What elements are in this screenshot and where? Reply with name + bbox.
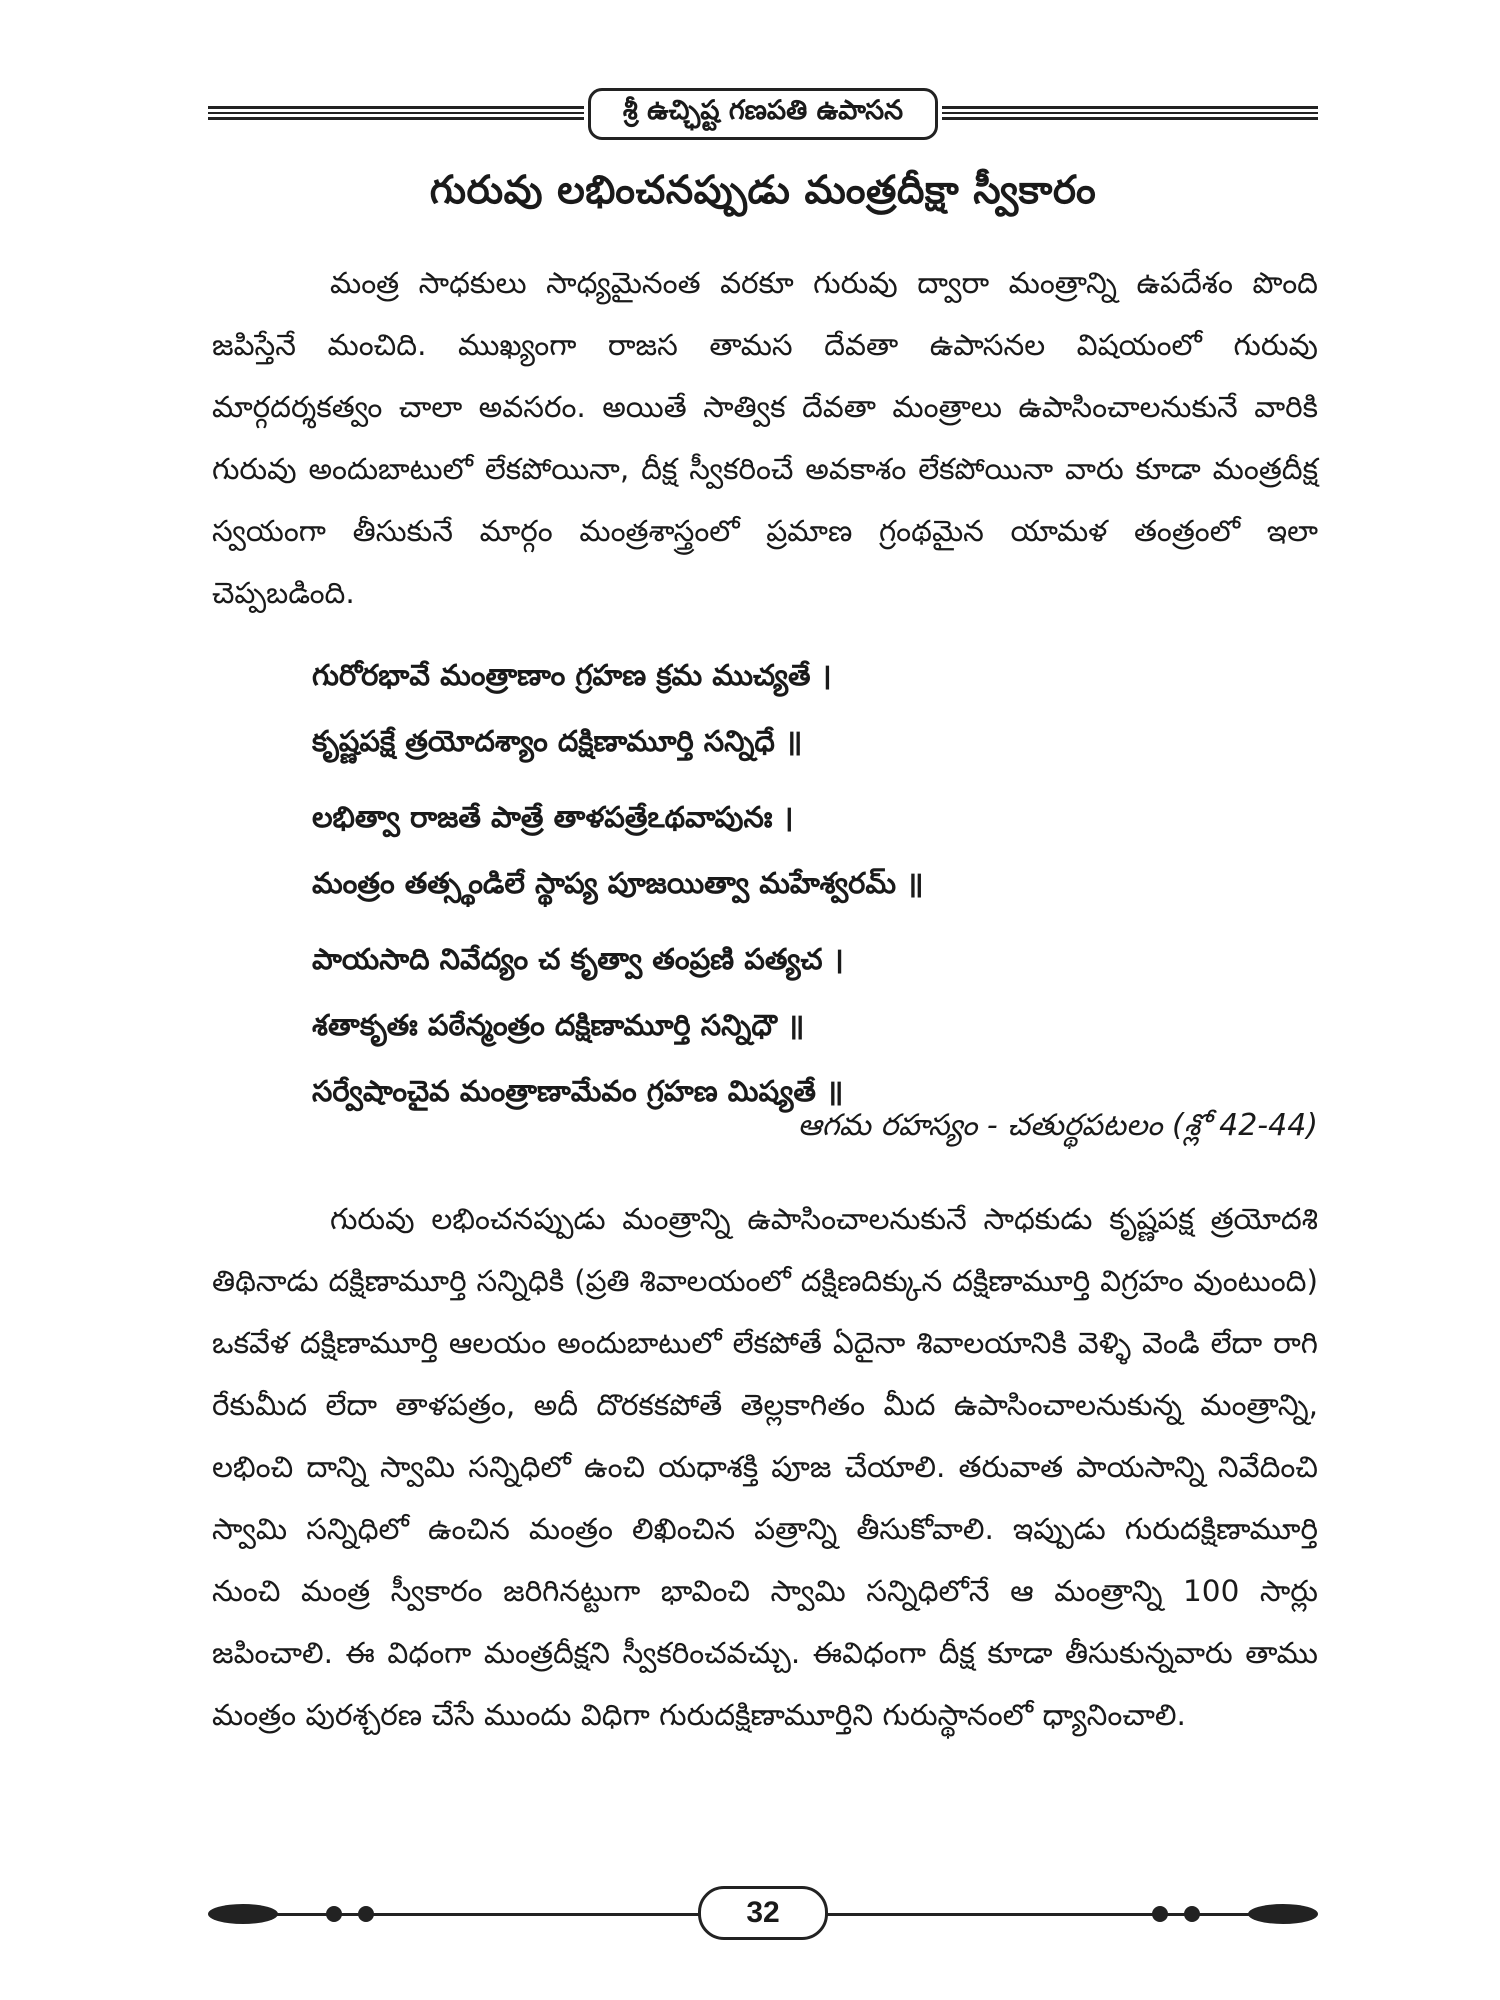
intro-paragraph (212, 252, 1318, 624)
running-title: శ్రీ ఉచ్ఛిష్ట గణపతి ఉపాసన (588, 88, 938, 140)
intro-paragraph-text: మంత్ర సాధకులు సాధ్యమైనంత వరకూ గురువు ద్వారా మంత్రాన్ని ఉపదేశం పొంది జపిస్తేనే మంచిది. ముఖ్యంగా రాజస తామస దేవతా ఉపాసనల విషయంలో గురువు మార్గదర్శకత్వం చాలా అవసరం. అయితే సాత్విక దేవతా మంత్రాలు ఉపాసించాలనుకునే వారికి గురువు అందుబాటులో లేకపోయినా, దీక్ష స్వీకరించే అవకాశం లేకపోయినా వారు కూడా మంత్రదీక్ష స్వయంగా తీసుకునే మార్గం మంత్రశాస్త్రంలో ప్రమాణ గ్రంథమైన యామళ తంత్రంలో ఇలా చెప్పబడింది. (212, 266, 1318, 610)
chapter-title: గురువు లభించనప్పుడు మంత్రదీక్షా స్వీకారం (429, 168, 1097, 213)
verse-citation: ఆగమ రహస్యం - చతుర్థపటలం (శ్లో 42-44) (797, 1108, 1318, 1143)
body-paragraph-text: గురువు లభించనప్పుడు మంత్రాన్ని ఉపాసించాలనుకునే సాధకుడు కృష్ణపక్ష త్రయోదశి తిథినాడు దక్షిణామూర్తి సన్నిధికి (ప్రతి శివాలయంలో దక్షిణదిక్కున దక్షిణామూర్తి విగ్రహం వుంటుంది) ఒకవేళ దక్షిణామూర్తి ఆలయం అందుబాటులో లేకపోతే ఏదైనా శివాలయానికి వెళ్ళి వెండి లేదా రాగి రేకుమీద లేదా తాళపత్రం, అదీ దొరకకపోతే తెల్లకాగితం మీద ఉపాసించాలనుకున్న మంత్రాన్ని, లభించి దాన్ని స్వామి సన్నిధిలో ఉంచి యధాశక్తి పూజ చేయాలి. తరువాత పాయసాన్ని నివేదించి స్వామి సన్నిధిలో ఉంచిన మంత్రం లిఖించిన పత్రాన్ని తీసుకోవాలి. ఇప్పుడు గురుదక్షిణామూర్తి నుంచి మంత్ర స్వీకారం జరిగినట్టుగా భావించి స్వామి సన్నిధిలోనే ఆ మంత్రాన్ని 100 సార్లు జపించాలి. ఈ విధంగా మంత్రదీక్షని స్వీకరించవచ్చు. ఈవిధంగా దీక్ష కూడా తీసుకున్నవారు తాము మంత్రం పురశ్చరణ చేసే ముందు విధిగా గురుదక్షిణామూర్తిని గురుస్థానంలో ధ్యానించాలి. (212, 1202, 1318, 1732)
verse-group (312, 784, 1312, 916)
verse-line: శతాకృతః పఠేన్మంత్రం దక్షిణామూర్తి సన్నిధౌ ॥ (312, 1008, 805, 1042)
verse-line: సర్వేషాంచైవ మంత్రాణామేవం గ్రహణ మిష్యతే ॥ (312, 1074, 844, 1108)
running-header (208, 88, 1318, 146)
header-rule-right (942, 106, 1318, 122)
ornament-dot (358, 1906, 374, 1922)
ornament-rule-left (238, 1913, 708, 1916)
verse-line: గురోరభావే మంత్రాణాం గ్రహణ క్రమ ముచ్యతే । (312, 658, 832, 692)
verse-group (312, 926, 1312, 1124)
header-rule-left (208, 106, 584, 122)
ornament-rule-right (818, 1913, 1288, 1916)
page-number: 32 (698, 1886, 828, 1940)
ornament-dot (326, 1906, 342, 1922)
verse-line: లభిత్వా రాజతే పాత్రే తాళపత్రేఽథవాపునః । (312, 800, 794, 834)
verse-line: మంత్రం తత్స్థండిలే స్థాప్య పూజయిత్వా మహేశ్వరమ్ ॥ (312, 866, 924, 900)
sloka-block (312, 642, 1312, 1134)
verse-line: పాయసాది నివేద్యం చ కృత్వా తంప్రణి పత్యచ । (312, 942, 844, 976)
verse-group (312, 642, 1312, 774)
body-paragraph (212, 1188, 1318, 1746)
ornament-tip-right (1248, 1904, 1318, 1924)
verse-line: కృష్ణపక్షే త్రయోదశ్యాం దక్షిణామూర్తి సన్నిధే ॥ (312, 724, 803, 758)
footer-ornament (208, 1882, 1318, 1948)
